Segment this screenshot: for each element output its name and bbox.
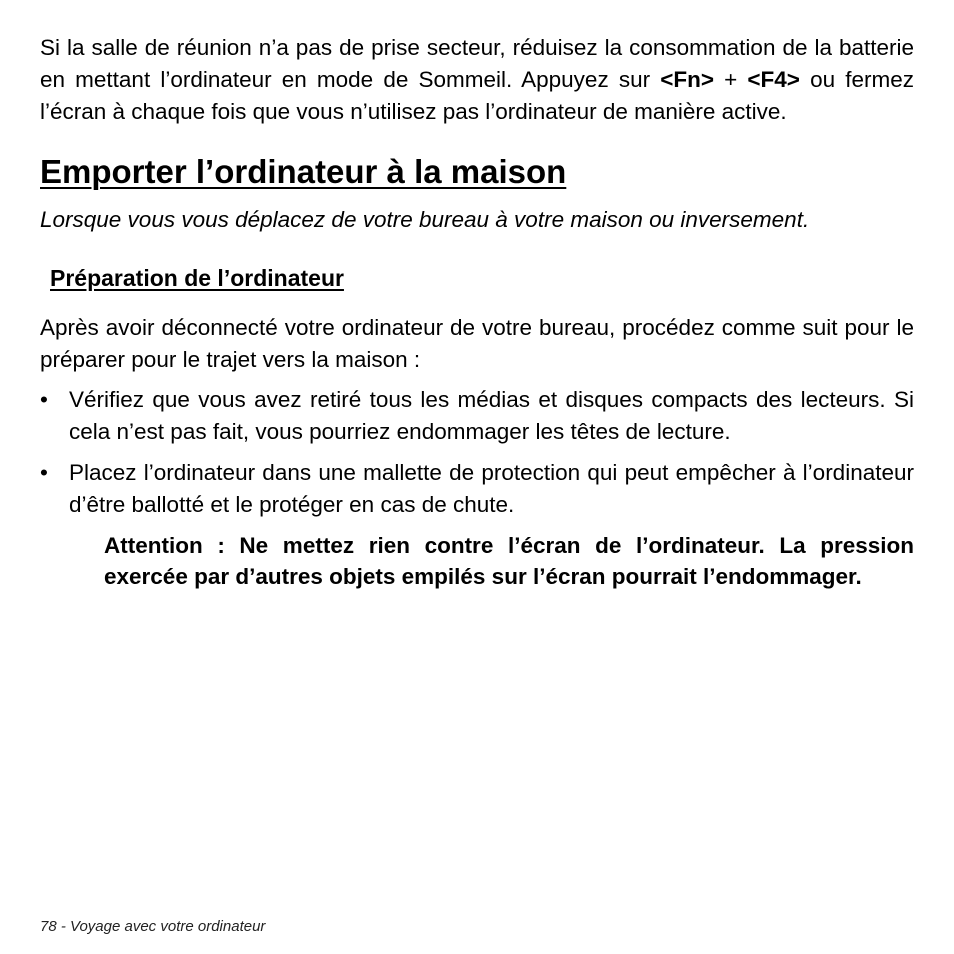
list-item-text: Vérifiez que vous avez retiré tous les médias et disques compacts des lecteurs. Si cela n’est pas fait, vous pourriez endommager les têtes de lecture. (69, 387, 914, 444)
paragraph-text-part2: ou fermez l’écran à chaque fois que vous n’utilisez pas l’ordinateur de manière active. (40, 67, 914, 124)
bullet-icon: • (40, 387, 48, 412)
bullet-list (40, 384, 914, 521)
key-fn: <Fn> (660, 67, 714, 92)
bullet-icon: • (40, 460, 48, 485)
paragraph-meeting-room (40, 32, 914, 128)
paragraph-preparation: Après avoir déconnecté votre ordinateur de votre bureau, procédez comme suit pour le préparer pour le trajet vers la maison : (40, 315, 914, 372)
attention-note: Attention : Ne mettez rien contre l’écran de l’ordinateur. La pression exercée par d’autres objets empilés sur l’écran pourrait l’endommager. (104, 533, 914, 589)
key-f4: <F4> (747, 67, 800, 92)
subsection-heading: Préparation de l’ordinateur (50, 265, 344, 291)
plus-sign: + (714, 67, 748, 92)
paragraph-text-part1: Si la salle de réunion n’a pas de prise secteur, réduisez la consommation de la batterie en mettant l’ordinateur en mode de Sommeil. Appuyez sur (40, 35, 914, 92)
page-footer: 78 - Voyage avec votre ordinateur (40, 918, 266, 935)
list-item (40, 457, 914, 521)
page-content (40, 32, 914, 592)
section-intro: Lorsque vous vous déplacez de votre bureau à votre maison ou inversement. (40, 207, 810, 232)
list-item-text: Placez l’ordinateur dans une mallette de protection qui peut empêcher à l’ordinateur d’être ballotté et le protéger en cas de chute. (69, 460, 914, 517)
section-heading: Emporter l’ordinateur à la maison (40, 153, 567, 190)
list-item (40, 384, 914, 448)
